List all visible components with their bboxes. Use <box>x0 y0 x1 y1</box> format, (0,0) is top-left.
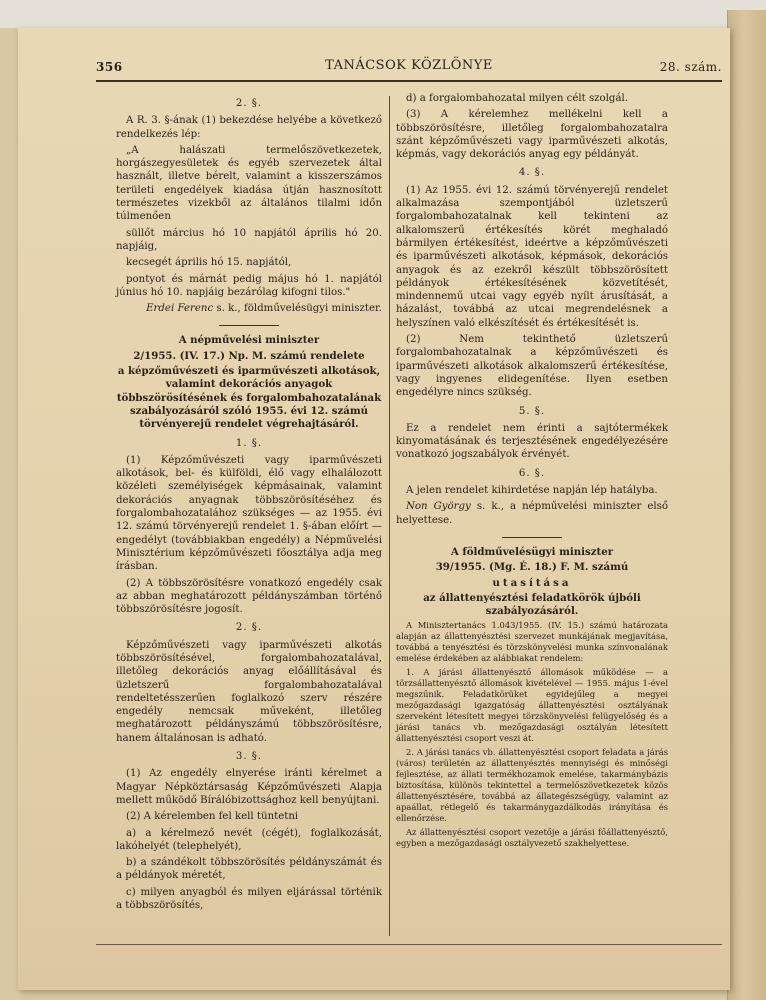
signatory-title: s. k., földművelésügyi miniszter. <box>213 303 382 315</box>
paragraph: süllőt március hó 10 napjától április hó 20. napjáig, <box>116 227 382 252</box>
paragraph: Képzőművészeti vagy iparművészeti alkotás többszörösítésével, forgalombahozatalával, illetőleg dekorációs anyag előállításával és üzletszerű forgalombahozatalával rendeltetésszerűen foglalkozó szerv részére engedély nemcsak műveként, illetőleg meghatározott példányszámú többszörösítésre, hanem általánosan is adható. <box>116 639 382 744</box>
section-heading: 2. §. <box>235 622 263 634</box>
decree-number: 2/1955. (IV. 17.) Np. M. számú rendelete <box>133 349 365 362</box>
instruction-kind: utasítása <box>492 576 572 589</box>
paragraph: 2. A járási tanács vb. állattenyésztési csoport feladata a járás (város) területén az állattenyésztés mennyiségi és minőségi fejlesztése, az állati termékhozamok emelése, takarmánybázis biztosítása, különös tekintettel a termelőszövetkezetek közös állattenyésztésére, továbbá az állategészségügy, valamint az apaállat, rétlegelő és takarmánygazdálkodás irányítása és ellenőrzése. <box>396 747 668 824</box>
section-heading: 1. §. <box>235 437 263 449</box>
adjacent-page-edge <box>727 10 766 1000</box>
paragraph: (2) A kérelemben fel kell tüntetni <box>126 811 299 823</box>
section-heading: 2. §. <box>235 98 263 109</box>
issue-number: 28. szám. <box>659 60 722 74</box>
signatory-title: s. k., a népművelési miniszter első helyettese. <box>396 501 668 526</box>
paragraph: A R. 3. §-ának (1) bekezdése helyébe a következő rendelkezés lép: <box>116 115 382 140</box>
paragraph: 1. A járási állattenyésztő állomások működése — a törzsállattenyésztő állomások kivételével — 1955. május 1-ével megszűnik. Feladatkörüket egyidejűleg a megyei mezőgazdasági igazgatóság állattenyésztési osztályának szerveként létesített megyei törzskönyvelési felügyelőség és a járási tanács vb. mezőgazdasági osztályán létesített állattenyésztési csoport veszi át. <box>396 667 668 744</box>
page-number: 356 <box>96 60 123 74</box>
paragraph: A Minisztertanács 1.043/1955. (IV. 15.) számú határozata alapján az állattenyésztési szervezet munkájának megjavítása, továbbá a tenyésztési és törzskönyvelési munka színvonalának emelése érdekében az alábbiakat rendelem: <box>396 620 668 664</box>
paragraph: Az állattenyésztési csoport vezetője a járási főállattenyésztő, egyben a mezőgazdasági osztályvezető szakhelyettese. <box>396 827 668 849</box>
paragraph: Ez a rendelet nem érinti a sajtótermékek kinyomatásának és terjesztésének engedélyezésére vonatkozó jogszabályok érvényét. <box>396 422 668 461</box>
list-item: c) milyen anyagból és milyen eljárással történik a többszörösítés, <box>116 886 382 912</box>
decree-issuer: A népművelési miniszter <box>178 334 320 347</box>
paragraph: A jelen rendelet kihirdetése napján lép hatályba. <box>406 485 658 497</box>
signatory-name: Erdei Ferenc <box>146 303 214 315</box>
paragraph: (1) Képzőművészeti vagy iparművészeti alkotások, bel- és külföldi, élő vagy elhalálozott közéleti személyiségek képmásainak, valamint dekorációs anyagnak többszörösítéséhez és forgalombahozatalához szükséges — az 1955. évi 12. számú törvényerejű rendelet 1. §-ában előírt — engedélyt (továbbiakban engedély) a Népművelési Minisztérium képzőművészeti főosztálya adja meg írásban. <box>116 454 382 573</box>
instruction-number: 39/1955. (Mg. É. 18.) F. M. számú <box>435 561 629 574</box>
separator-rule <box>502 537 562 538</box>
paragraph: (2) A többszörösítésre vonatkozó engedély csak az abban meghatározott példányszámban történő többszörösítésre jogosít. <box>116 577 382 616</box>
publication-title: TANÁCSOK KÖZLÖNYE <box>325 58 493 73</box>
instruction-body <box>396 620 668 849</box>
list-item: b) a szándékolt többszörösítés példányszámát és a példányok méretét, <box>116 857 382 882</box>
left-column <box>116 92 382 915</box>
paragraph: (3) A kérelemhez mellékelni kell a többszörösítésre, illetőleg forgalombahozatalra szánt képzőművészeti vagy iparművészeti alkotás, képmás, vagy dekorációs anyag egy példányát. <box>396 109 668 161</box>
signatory-name: Non György <box>406 501 471 513</box>
decree-subject: a képzőművészeti és iparművészeti alkotások, valamint dekorációs anyagok többszörösítésének és forgalombahozatalának szabályozásáról szóló 1955. évi 12. számú törvényerejű rendelet végrehajtásáról. <box>116 365 382 431</box>
section-heading: 3. §. <box>235 751 263 763</box>
column-divider <box>389 96 390 936</box>
bottom-rule <box>96 944 722 945</box>
instruction-subject: az állattenyésztési feladatkörök újbóli szabályozásáról. <box>423 591 641 618</box>
section-heading: 4. §. <box>518 167 546 179</box>
paragraph: (1) Az engedély elnyerése iránti kérelmet a Magyar Népköztársaság Képzőművészeti Alapja mellett működő Bírálóbizottsághoz kell benyújtani. <box>116 768 382 806</box>
signature <box>396 500 668 527</box>
page-header <box>96 54 722 82</box>
paragraph: (2) Nem tekinthető üzletszerű forgalombahozatalnak a képzőművészeti és iparművészeti alkotások alkalomszerű értékesítése, vagy ingyenes elidegenítése. Ilyen esetben engedélyre nincs szükség. <box>396 334 668 399</box>
section-heading: 5. §. <box>518 405 546 417</box>
list-item: d) a forgalombahozatal milyen célt szolgál. <box>406 93 629 104</box>
signature <box>116 302 382 315</box>
paragraph: pontyot és márnát pedig május hó 1. napjától június hó 10. napjáig bezárólag kifogni tilos." <box>116 273 382 298</box>
paragraph: (1) Az 1955. évi 12. számú törvényerejű rendelet alkalmazása szempontjából üzletszerű forgalombahozatalnak kell tekinteni az alkalomszerű értékesítés körét meghaladó bármilyen értékesítést, ideértve a képzőművészeti és iparművészeti alkotások, képmások, dekorációs anyagok és az ezekről készült többszörösített példányok értékesítésének közvetítését, mindennemű utcai vagy egyéb nyílt árusítását, a házalást, továbbá az utcai megrendelésnek a helyszínen való elkészítését és értékesítését is. <box>396 184 668 329</box>
paragraph: kecsegét április hó 15. napjától, <box>126 257 292 269</box>
paragraph: „A halászati termelőszövetkezetek, horgászegyesületek és egyéb szervezetek által használt, illetve bérelt, valamint a kisszerszámos területi engedélyek kiadása útján hasznosított természetes vizekből az általános tilalmi időn túlmenően <box>116 144 382 223</box>
right-column <box>396 92 668 852</box>
list-item: a) a kérelmező nevét (cégét), foglalkozását, lakóhelyét (telephelyét), <box>116 827 382 852</box>
instruction-issuer: A földművelésügyi miniszter <box>450 545 614 558</box>
background-surface <box>0 0 766 28</box>
separator-rule <box>219 325 279 326</box>
section-heading: 6. §. <box>518 467 546 479</box>
